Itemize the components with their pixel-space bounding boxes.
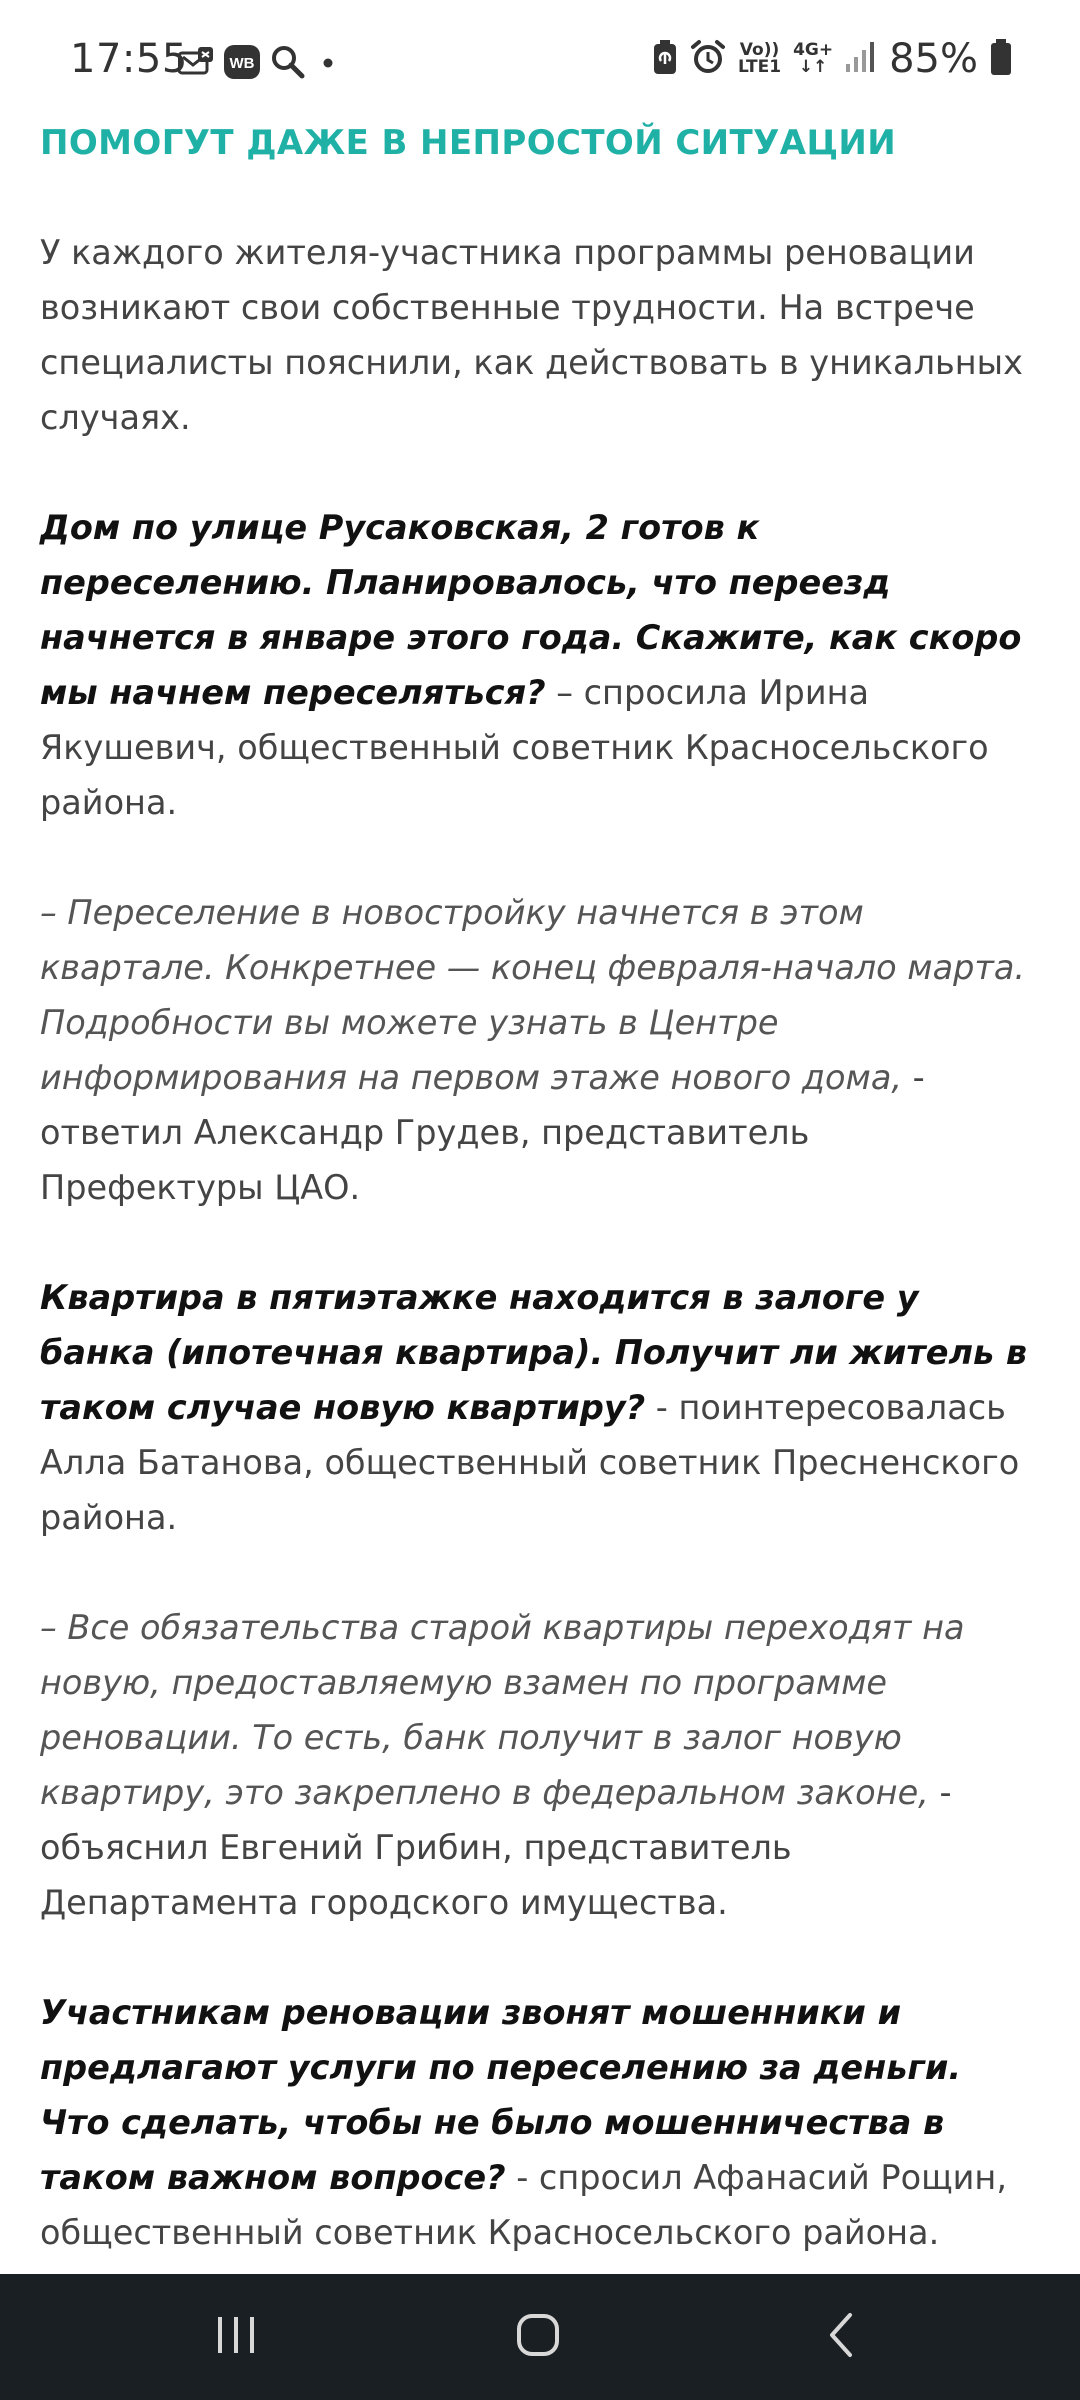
answer-text: – Все обязательства старой квартиры переходят на новую, предоставляемую взамен по программе реновации. То есть, банк получит в залог новую квартиру, это закреплено в федеральном законе,	[40, 1608, 965, 1812]
dot-icon	[316, 47, 340, 81]
question-paragraph	[40, 1985, 1040, 2260]
question-attribution: – спросила Ирина Якушевич, общественный советник Красносельского района.	[40, 673, 989, 822]
section-title: ПОМОГУТ ДАЖЕ В НЕПРОСТОЙ СИТУАЦИИ	[40, 123, 897, 163]
answer-text: – Переселение в новостройку начнется в этом квартале. Конкретнее — конец февраля-начало марта. Подробности вы можете узнать в Центре информирования на первом этаже нового дома,	[40, 893, 1026, 1097]
status-bar	[0, 0, 1080, 122]
home-icon	[515, 2312, 561, 2362]
data-arrows-icon: 4G+ ↓↑	[793, 40, 834, 77]
wb-app-icon	[224, 45, 260, 83]
search-icon	[270, 44, 306, 84]
recent-apps-icon	[214, 2315, 258, 2359]
question-text: Участникам реновации звонят мошенники и предлагают услуги по переселению за деньги. Что сделать, чтобы не было мошенничества в таком важном вопросе?	[40, 1993, 962, 2197]
article-content	[40, 115, 1040, 2260]
question-attribution: - поинтересовалась Алла Батанова, общественный советник Пресненского района.	[40, 1388, 1020, 1537]
battery-saver-icon	[652, 39, 678, 79]
volte-icon: Vo)) LTE1	[738, 40, 782, 77]
answer-attribution: - объяснил Евгений Грибин, представитель Департамента городского имущества.	[40, 1773, 952, 1922]
back-icon	[822, 2311, 862, 2363]
question-paragraph	[40, 1270, 1040, 1545]
alarm-icon	[690, 39, 726, 79]
svg-text:WB: WB	[229, 55, 255, 72]
home-button[interactable]	[478, 2274, 598, 2400]
question-attribution: - спросил Афанасий Рощин, общественный советник Красносельского района.	[40, 2158, 1007, 2252]
question-text: Дом по улице Русаковская, 2 готов к переселению. Планировалось, что переезд начнется в январе этого года. Скажите, как скоро мы начнем переселяться?	[40, 508, 1022, 712]
battery-icon	[990, 38, 1012, 80]
back-button[interactable]	[782, 2274, 902, 2400]
question-text: Квартира в пятиэтажке находится в залоге у банка (ипотечная квартира). Получит ли житель в таком случае новую квартиру?	[40, 1278, 1028, 1427]
battery-percent: 85%	[889, 36, 978, 82]
navigation-bar	[0, 2274, 1080, 2400]
notification-icon	[178, 47, 214, 81]
intro-paragraph: У каждого жителя-участника программы реновации возникают свои собственные трудности. На встрече специалисты пояснили, как действовать в уникальных случаях.	[40, 233, 1023, 437]
answer-paragraph	[40, 1600, 1040, 1930]
signal-icon	[845, 40, 877, 78]
status-left-icons	[178, 44, 340, 84]
question-paragraph	[40, 500, 1040, 830]
answer-paragraph	[40, 885, 1040, 1215]
status-right-icons	[652, 36, 1012, 82]
status-time: 17:55	[70, 36, 188, 82]
answer-attribution: - ответил Александр Грудев, представитель Префектуры ЦАО.	[40, 1058, 925, 1207]
recent-apps-button[interactable]	[176, 2274, 296, 2400]
